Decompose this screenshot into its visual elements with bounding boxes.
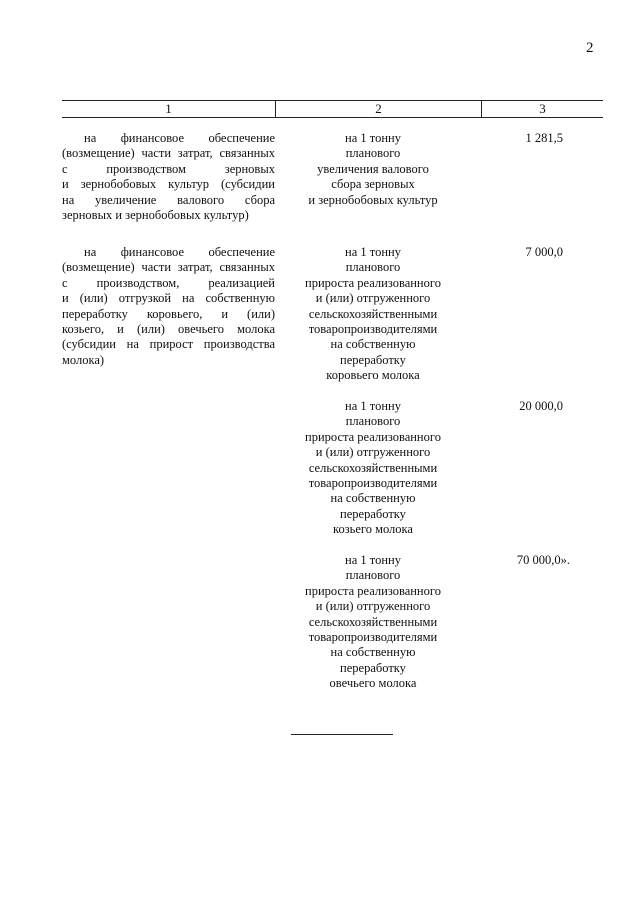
unit-line: планового: [345, 146, 401, 161]
desc-line: (субсидии на прирост производства: [62, 337, 275, 352]
row-rate: 1 281,5: [525, 131, 563, 145]
unit-line: и зернобобовых культур: [308, 192, 438, 207]
row-unit: [297, 131, 449, 208]
row-description: [62, 131, 275, 223]
row-rate: 70 000,0».: [516, 553, 570, 567]
unit-line: прироста реализованного: [305, 429, 441, 444]
row-unit: [297, 245, 449, 384]
row-unit: [297, 399, 449, 538]
unit-line: переработку: [340, 506, 406, 521]
desc-line: молока): [62, 352, 105, 367]
unit-line: и (или) отгруженного: [315, 445, 431, 460]
unit-line: увеличения валового: [317, 161, 429, 176]
unit-line: товаропроизводителями: [308, 630, 438, 645]
unit-line: и (или) отгруженного: [315, 599, 431, 614]
unit-line: на 1 тонну: [345, 131, 401, 145]
unit-line: на 1 тонну: [345, 553, 401, 567]
desc-line: переработку коровьего, и (или): [62, 306, 275, 321]
unit-line: прироста реализованного: [305, 583, 441, 598]
unit-line: на собственную: [330, 645, 416, 660]
unit-line: на собственную: [330, 491, 416, 506]
unit-line: овечьего молока: [329, 676, 417, 691]
desc-line: с производством, реализацией: [62, 275, 275, 290]
unit-line: на 1 тонну: [345, 245, 401, 259]
unit-line: на 1 тонну: [345, 399, 401, 413]
unit-line: на собственную: [330, 337, 416, 352]
desc-line: (возмещение) части затрат, связанных: [62, 146, 275, 161]
desc-line: зерновых и зернобобовых культур): [62, 208, 249, 223]
unit-line: переработку: [340, 352, 406, 367]
unit-line: козьего молока: [333, 522, 413, 537]
column-header-3: 3: [539, 101, 546, 116]
unit-line: переработку: [340, 660, 406, 675]
header-bottom-rule: [62, 117, 603, 118]
closing-rule: [291, 734, 393, 735]
unit-line: сбора зерновых: [331, 177, 415, 192]
desc-line: козьего, и (или) овечьего молока: [62, 322, 275, 337]
desc-line: и (или) отгрузкой на собственную: [62, 291, 275, 306]
unit-line: и (или) отгруженного: [315, 291, 431, 306]
unit-line: сельскохозяйственными: [308, 614, 438, 629]
desc-line: с производством зерновых: [62, 161, 275, 176]
unit-line: товаропроизводителями: [308, 322, 438, 337]
row-unit: [297, 553, 449, 692]
unit-line: сельскохозяйственными: [308, 306, 438, 321]
desc-line: на увеличение валового сбора: [62, 192, 275, 207]
row-rate: 7 000,0: [525, 245, 563, 259]
row-rate: 20 000,0: [519, 399, 563, 413]
desc-line: и зернобобовых культур (субсидии: [62, 177, 275, 192]
page-number: 2: [586, 40, 594, 56]
unit-line: сельскохозяйственными: [308, 460, 438, 475]
desc-line: на финансовое обеспечение: [84, 245, 275, 259]
unit-line: планового: [345, 260, 401, 275]
column-header-2: 2: [375, 101, 382, 116]
unit-line: планового: [345, 414, 401, 429]
unit-line: планового: [345, 568, 401, 583]
unit-line: коровьего молока: [326, 368, 420, 383]
column-header-1: 1: [165, 101, 172, 116]
unit-line: прироста реализованного: [305, 275, 441, 290]
unit-line: товаропроизводителями: [308, 476, 438, 491]
desc-line: (возмещение) части затрат, связанных: [62, 260, 275, 275]
row-description: [62, 245, 275, 368]
desc-line: на финансовое обеспечение: [84, 131, 275, 145]
